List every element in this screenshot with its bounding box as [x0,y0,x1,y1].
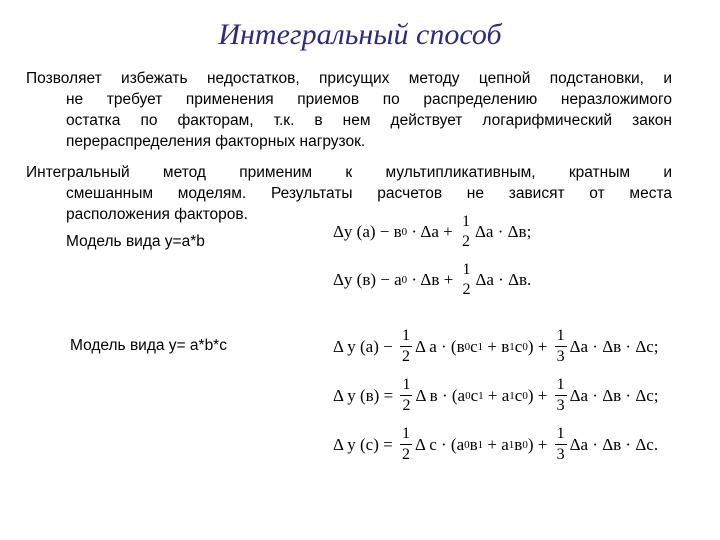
formula-body: Δ a · (в [414,336,465,356]
fraction [460,262,472,298]
formula-term: + a [483,434,509,454]
denominator: 2 [462,281,471,298]
numerator: 1 [461,213,470,230]
formula-lhs: Δy (a) − в [333,222,402,241]
denominator: 2 [401,348,410,365]
subscript: 0 [522,438,528,451]
fraction [460,214,472,250]
denominator: 3 [556,397,565,414]
formula-1-2 [333,262,531,298]
formula-tail: Δa · Δв; [474,222,532,241]
formula-term: c [514,336,523,356]
subscript: 1 [508,438,515,451]
formula-term: c [470,385,479,405]
subscript: 1 [477,340,484,353]
formula-term: в [514,434,523,454]
denominator: 2 [402,397,411,414]
subscript: 0 [522,389,528,402]
formula-body: Δ в · (a [415,385,466,405]
subscript: 1 [509,389,515,402]
formula-tail: Δa · Δв · Δc; [569,336,659,356]
paragraph-2-line-3: расположения факторов. [66,206,248,223]
formula-close: ) + [527,336,552,356]
formula-tail: Δa · Δв. [475,270,532,289]
formula-tail: Δa · Δв · Δc. [569,434,659,454]
subscript: 0 [464,438,470,451]
subscript: 0 [464,340,471,353]
formula-mid: · Δa + [407,222,457,241]
subscript: 1 [477,438,484,451]
fraction [400,426,412,463]
slide-title: Интегральный способ [218,18,502,51]
formula-term: + в [483,336,510,356]
formula-mid: · Δв + [407,270,458,289]
numerator: 1 [555,328,567,347]
formula-body: Δ c · (a [414,434,465,454]
subscript: 0 [522,340,528,353]
formula-term: c [470,336,478,356]
formula-close: ) + [527,434,552,454]
paragraph-2-line-1: Интегральный метод применим к мультипликативным, кратным и [26,164,672,181]
paragraph-1-line-1: Позволяет избежать недостатков, присущих методу цепной подстановки, и [26,70,672,87]
paragraph-1-line-4: перераспределения факторных нагрузок. [66,133,366,150]
fraction [555,328,567,365]
numerator: 1 [555,426,567,445]
paragraph-1 [26,68,672,152]
model-2-label: Модель вида y= a*b*c [70,337,227,354]
subscript: 1 [478,389,484,402]
model-1-label: Модель вида y=a*b [66,233,205,250]
fraction [555,377,567,414]
numerator: 1 [400,377,412,396]
formula-term: + a [483,385,510,405]
denominator: 3 [556,446,565,463]
numerator: 1 [400,426,412,445]
formula-lhs: Δ y (a) − [333,336,397,356]
denominator: 2 [401,446,410,463]
formula-lhs: Δ y (c) = [333,434,397,454]
formula-1-1 [333,214,531,250]
formula-term: в [469,434,478,454]
fraction [400,377,412,414]
formula-lhs: Δy (в) − a [333,270,402,289]
subscript: 1 [509,340,515,353]
numerator: 1 [462,261,471,278]
formula-tail: Δa · Δв · Δc; [569,385,659,405]
subscript: 0 [401,274,408,286]
fraction [555,426,567,463]
numerator: 1 [555,377,567,396]
formula-term: c [514,385,523,405]
fraction [400,328,412,365]
denominator: 2 [461,233,470,250]
denominator: 3 [556,348,565,365]
numerator: 1 [400,328,412,347]
formula-2-1 [333,328,659,365]
formula-lhs: Δ y (в) = [333,385,398,405]
subscript: 0 [401,226,408,238]
paragraph-1-line-3: остатка по факторам, т.к. в нем действует логарифмический закон [66,112,672,129]
formula-2-3 [333,426,658,463]
subscript: 0 [465,389,471,402]
paragraph-2-line-2: смешанным моделям. Результаты расчетов не зависят от места [66,185,672,202]
formula-close: ) + [527,385,552,405]
paragraph-1-line-2: не требует применения приемов по распределению неразложимого [66,91,672,108]
formula-2-2 [333,377,659,414]
